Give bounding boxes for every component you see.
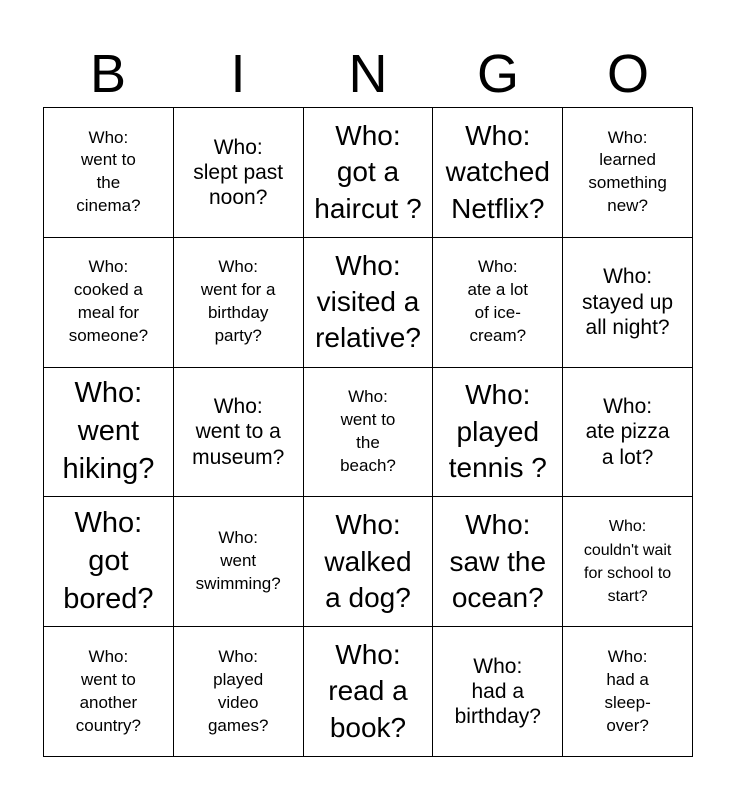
bingo-cell[interactable] — [44, 238, 174, 368]
bingo-cell[interactable] — [304, 497, 434, 627]
bingo-cell[interactable] — [563, 368, 693, 498]
cell-text: Who: went for a birthday party? — [200, 257, 276, 346]
bingo-cell[interactable] — [563, 497, 693, 627]
cell-text: Who: ate a lot of ice- cream? — [467, 257, 529, 346]
bingo-cell[interactable] — [44, 108, 174, 238]
bingo-board — [43, 107, 693, 757]
cell-text: Who: walked a dog? — [324, 509, 412, 613]
bingo-cell[interactable] — [563, 627, 693, 757]
cell-text: Who: slept past noon? — [193, 135, 284, 209]
bingo-cell[interactable] — [174, 627, 304, 757]
bingo-header — [43, 40, 693, 108]
cell-text: Who: went to another country? — [75, 646, 141, 735]
bingo-cell[interactable] — [304, 368, 434, 498]
cell-text: Who: saw the ocean? — [449, 509, 547, 613]
bingo-cell[interactable] — [44, 627, 174, 757]
cell-text: Who: got a haircut ? — [314, 119, 422, 224]
cell-text: Who: played tennis ? — [448, 379, 547, 484]
cell-text: Who: played video games? — [207, 646, 269, 735]
bingo-cell[interactable] — [433, 627, 563, 757]
cell-text: Who: went to a museum? — [192, 395, 285, 469]
cell-text: Who: cooked a meal for someone? — [68, 257, 149, 346]
bingo-cell[interactable] — [563, 108, 693, 238]
bingo-cell[interactable] — [174, 497, 304, 627]
cell-text: Who: learned something new? — [588, 127, 667, 216]
bingo-cell[interactable] — [44, 368, 174, 498]
bingo-cell[interactable] — [563, 238, 693, 368]
cell-text: Who: stayed up all night? — [582, 265, 674, 339]
cell-text: Who: read a book? — [328, 639, 408, 743]
bingo-cell[interactable] — [433, 497, 563, 627]
cell-text: Who: went to the beach? — [340, 387, 396, 475]
header-letter-i: I — [230, 44, 246, 104]
cell-text: Who: ate pizza a lot? — [585, 395, 670, 469]
bingo-cell[interactable] — [433, 108, 563, 238]
header-letter-n: N — [348, 44, 388, 104]
bingo-cell[interactable] — [433, 238, 563, 368]
bingo-cell[interactable] — [174, 368, 304, 498]
bingo-cell[interactable] — [304, 627, 434, 757]
header-letter-o: O — [606, 44, 649, 104]
bingo-cell[interactable] — [304, 238, 434, 368]
header-letter-b: B — [89, 44, 127, 104]
bingo-cell[interactable] — [433, 368, 563, 498]
cell-text: Who: got bored? — [63, 507, 154, 615]
header-letter-g: G — [476, 44, 519, 104]
bingo-cell[interactable] — [44, 497, 174, 627]
bingo-cell[interactable] — [174, 238, 304, 368]
cell-text: Who: went to the cinema? — [76, 127, 141, 216]
cell-text: Who: went hiking? — [62, 377, 155, 485]
cell-text: Who: went swimming? — [195, 528, 281, 594]
cell-text: Who: had a birthday? — [454, 654, 541, 729]
cell-text: Who: watched Netflix? — [445, 119, 550, 224]
cell-text: Who: visited a relative? — [315, 249, 421, 354]
bingo-cell[interactable] — [304, 108, 434, 238]
bingo-cell[interactable] — [174, 108, 304, 238]
cell-text: Who: had a sleep- over? — [604, 646, 651, 735]
cell-text: Who: couldn't wait for school to start? — [583, 518, 672, 605]
